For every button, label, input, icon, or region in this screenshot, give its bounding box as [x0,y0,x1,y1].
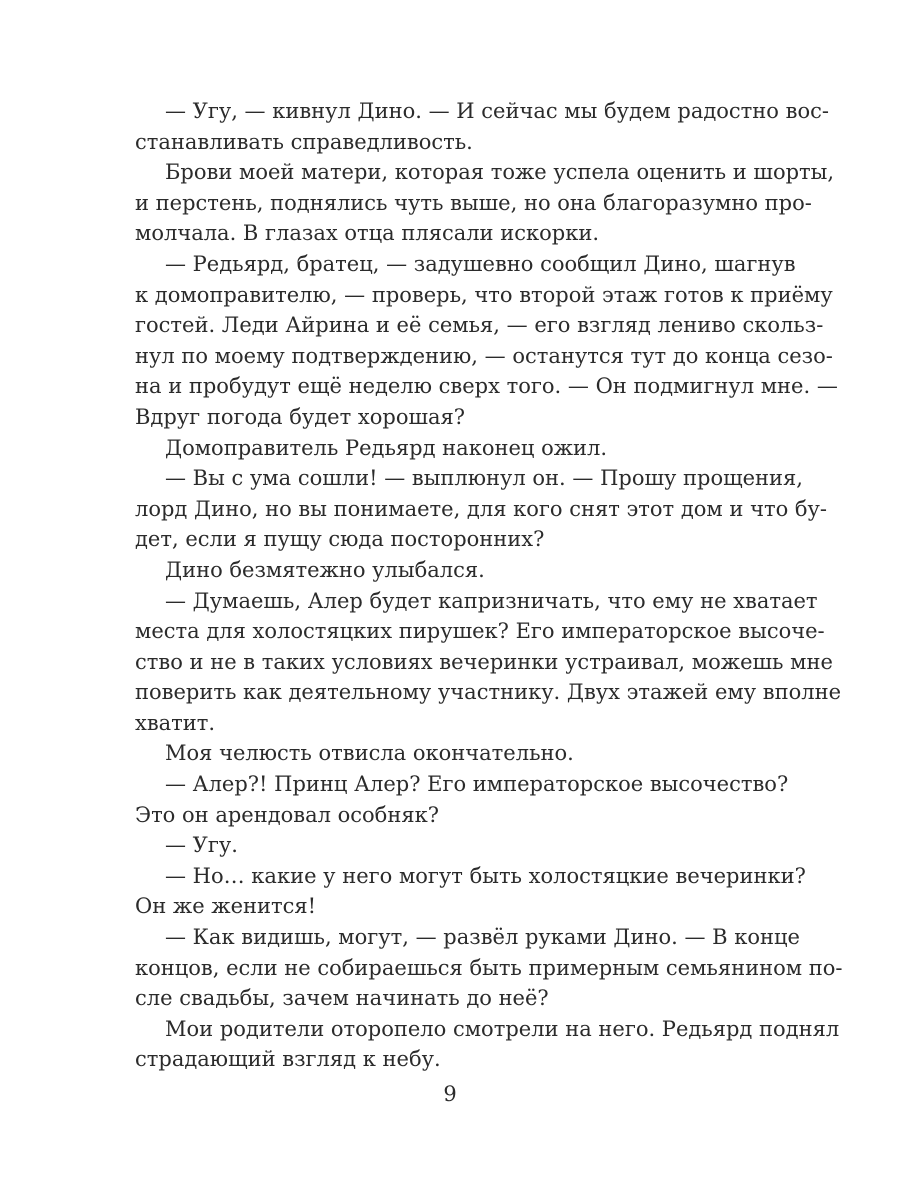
text-line: — Думаешь, Алер будет капризничать, что ему не хватает [165,588,818,613]
text-line: — Как видишь, могут, — развёл руками Дино. — В конце [165,925,800,950]
text-line: — Редьярд, братец, — задушевно сообщил Дино, шагнув [165,251,796,276]
text-line: концов, если не собираешься быть примерным семьянином по- [135,955,843,980]
text-line: к домоправителю, — проверь, что второй этаж готов к приёму [135,282,833,307]
text-line: — Угу. [165,833,238,858]
text-line: молчала. В глазах отца плясали искорки. [135,221,599,246]
text-line: Брови моей матери, которая тоже успела оценить и шорты, [165,160,835,185]
text-line: Домоправитель Редьярд наконец ожил. [165,435,608,460]
text-line: гостей. Леди Айрина и её семья, — его взгляд лениво скольз- [135,313,824,338]
text-line: места для холостяцких пирушек? Его императорское высоче- [135,619,825,644]
text-line: дет, если я пущу сюда посторонних? [135,527,545,552]
text-line: поверить как деятельному участнику. Двух этажей ему вполне [135,680,842,705]
text-line: станавливать справедливость. [135,129,473,154]
text-line: страдающий взгляд к небу. [135,1047,441,1072]
text-line: — Вы с ума сошли! — выплюнул он. — Прошу прощения, [165,466,803,491]
text-line: — Угу, — кивнул Дино. — И сейчас мы будем радостно вос- [165,99,829,123]
page-number: 9 [443,1082,457,1106]
text-line: и перстень, поднялись чуть выше, но она благоразумно про- [135,190,812,215]
text-line: нул по моему подтверждению, — останутся тут до конца сезо- [135,343,833,368]
text-line: — Алер?! Принц Алер? Его императорское высочество? [165,772,789,797]
text-line: хватит. [135,710,216,735]
text-line: сле свадьбы, зачем начинать до неё? [135,986,549,1011]
text-line: лорд Дино, но вы понимаете, для кого снят этот дом и что бу- [135,496,827,521]
text-line: Он же женится! [135,894,317,919]
text-line: ство и не в таких условиях вечеринки устраивал, можешь мне [135,649,833,674]
text-line: Вдруг погода будет хорошая? [135,404,466,429]
body-text [135,96,843,1075]
text-line: Это он арендовал особняк? [135,802,439,827]
text-line: Моя челюсть отвисла окончательно. [165,741,574,766]
text-line: Мои родители оторопело смотрели на него. Редьярд поднял [165,1016,840,1041]
text-line: на и пробудут ещё неделю сверх того. — Он подмигнул мне. — [135,374,838,399]
text-line: Дино безмятежно улыбался. [165,557,485,582]
text-line: — Но… какие у него могут быть холостяцкие вечеринки? [165,863,806,888]
